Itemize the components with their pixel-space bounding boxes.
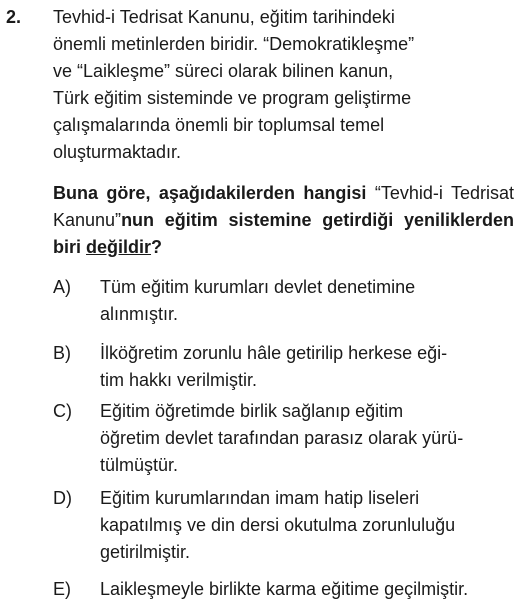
option-letter: E) xyxy=(53,579,71,599)
option-letter: B) xyxy=(53,343,71,363)
stem-line: oluşturmaktadır. xyxy=(53,142,182,162)
prompt-bold-lead: Buna göre, aşağıdakilerden hangisi xyxy=(53,183,367,203)
option-letter: C) xyxy=(53,401,72,421)
question-prompt xyxy=(53,180,514,261)
stem-line: Tevhid-i Tedrisat Kanunu, eğitim tarihindeki xyxy=(53,7,395,27)
option-text xyxy=(100,274,518,328)
option-line: öğretim devlet tarafından parasız olarak yürü- xyxy=(100,428,464,448)
option-text xyxy=(100,485,518,566)
option-line: Laikleşmeyle birlikte karma eğitime geçilmiştir. xyxy=(100,579,469,599)
option-text xyxy=(100,340,518,394)
option-line: tülmüştür. xyxy=(100,455,179,475)
option-line: alınmıştır. xyxy=(100,304,179,324)
option-line: kapatılmış ve din dersi okutulma zorunluluğu xyxy=(100,515,456,535)
option-line: Eğitim öğretimde birlik sağlanıp eğitim xyxy=(100,401,404,421)
prompt-negation: değildir xyxy=(86,237,152,257)
option-letter: D) xyxy=(53,488,72,508)
option-line: tim hakkı verilmiştir. xyxy=(100,370,258,390)
question-stem xyxy=(53,4,473,166)
question-number: 2. xyxy=(6,7,22,27)
option-text xyxy=(100,398,518,479)
prompt-question-mark: ? xyxy=(151,237,163,257)
prompt-law-name: “Tevhid-i Tedrisat Kanunu” xyxy=(53,183,514,230)
option-line: Tüm eğitim kurumları devlet denetimine xyxy=(100,277,416,297)
stem-line: önemli metinlerden biridir. “Demokratikleşme” xyxy=(53,34,415,54)
stem-line: Türk eğitim sisteminde ve program geliştirme xyxy=(53,88,412,108)
prompt-bold-middle: nun eğitim sistemine getirdiği yeniliklerden biri xyxy=(53,210,514,257)
option-line: Eğitim kurumlarından imam hatip liseleri xyxy=(100,488,420,508)
stem-line: ve “Laikleşme” süreci olarak bilinen kanun, xyxy=(53,61,394,81)
option-line: İlköğretim zorunlu hâle getirilip herkese eği- xyxy=(100,343,448,363)
option-letter: A) xyxy=(53,277,71,297)
stem-line: çalışmalarında önemli bir toplumsal temel xyxy=(53,115,385,135)
option-text xyxy=(100,576,518,603)
option-line: getirilmiştir. xyxy=(100,542,191,562)
